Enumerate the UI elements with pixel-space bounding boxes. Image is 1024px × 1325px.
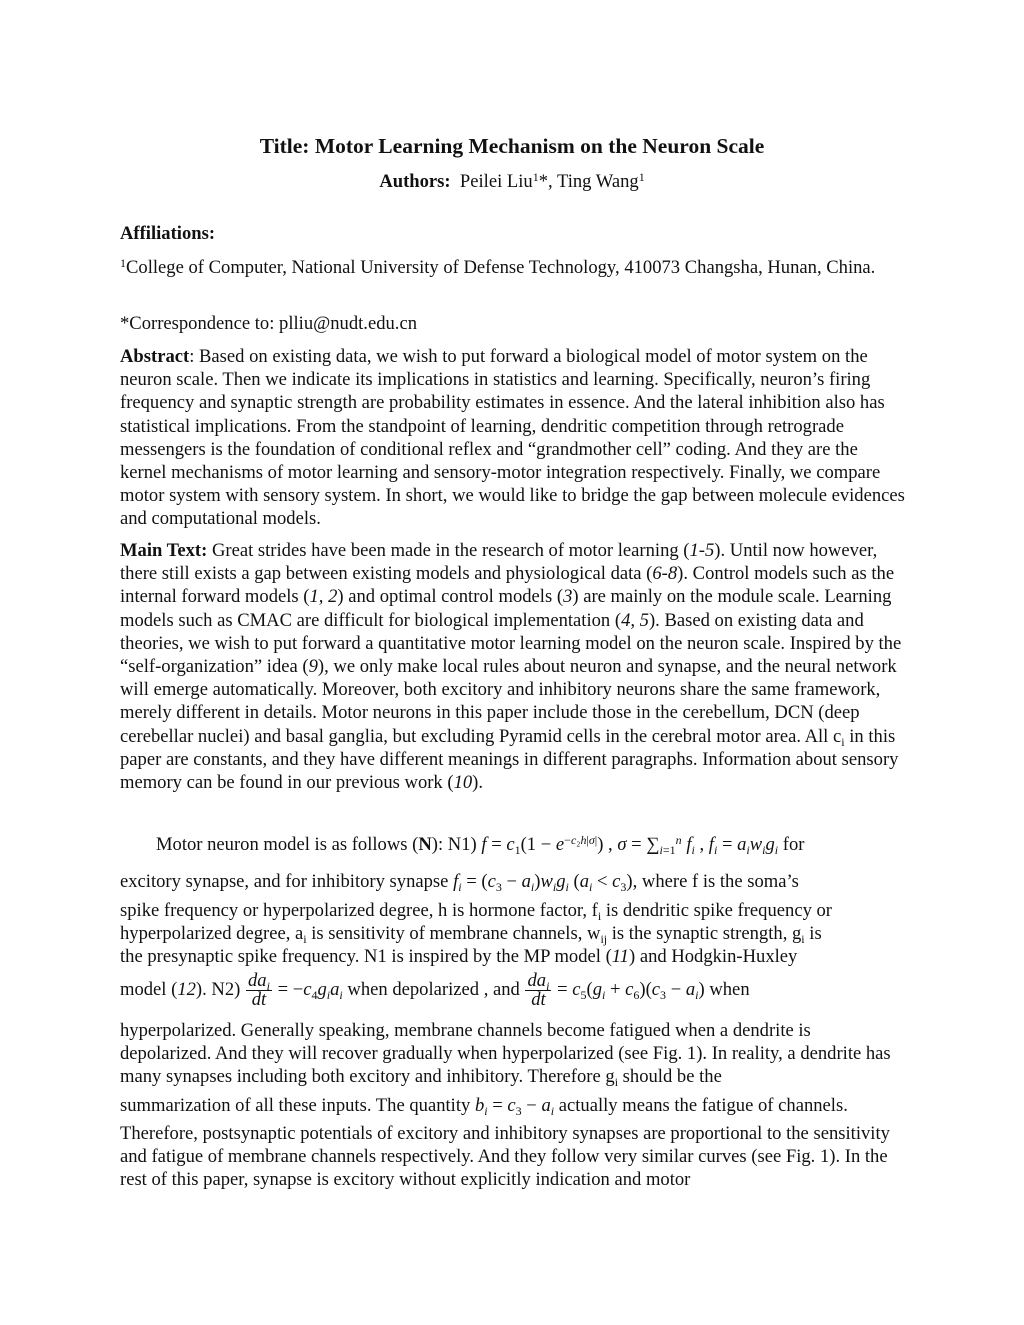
affiliation-text: $^1$College of Computer, National University of Defense Technology, 410073 Changsha, Hunan, China. <box>120 256 876 278</box>
author-1: Peilei Liu <box>459 171 533 192</box>
equation-n1: f <box>481 834 487 855</box>
main-text-label: Main Text: <box>120 540 208 561</box>
equation-inhibitory: f <box>453 871 459 892</box>
model-definitions: spike frequency or hyperpolarized degree, h is hormone factor, $f_i$ is dendritic spike frequency or hyperpolarized degree, $a_i$ is sensitivity of membrane channels, $w_{ij}$ is the synaptic strength, $g_i$ is the presynaptic spike frequency. N1 is inspired by the MP model (11) and Hodgkin-Huxley <box>120 900 832 968</box>
model-paragraph-3: Therefore, postsynaptic potentials of excitory and inhibitory synapses are proportional to the sensitivity and fatigue of membrane channels respectively. And they follow very similar curves (see Fig. 1). In the rest of this paper, synapse is excitory without explicitly indication and motor <box>120 1123 890 1191</box>
author-2: Ting Wang <box>557 171 639 192</box>
equation-n2-hyperpolarized: $\frac{da_i}{dt}$ <box>527 970 550 1010</box>
abstract-label: Abstract <box>120 346 190 367</box>
model-paragraph-2: hyperpolarized. Generally speaking, membrane channels become fatigued when a dendrite is depolarized. And they will recover gradually when hyperpolarized (see Fig. 1). In reality, a dendrite has many synapses including both excitory and inhibitory. Therefore $g_i$ should be the <box>120 1020 891 1090</box>
model-line-1: Motor neuron model is as follows (N): N1) $f = c_1(1 - e^{-c_2h|\sigma|})$ , $\sigma = \sum_{i=1}^n$ $f_i$ , $f_i = a_iw_ig_i$ for <box>156 833 805 857</box>
equation-fatigue: b <box>474 1095 485 1116</box>
model-fatigue-line: summarization of all these inputs. The quantity $b_i = c_3 - a_i$ actually means the fatigue of channels. <box>120 1095 848 1118</box>
abstract-paragraph: Abstract: Based on existing data, we wish to put forward a biological model of motor system on the neuron scale. Then we indicate its implications in statistics and learning. Specifically, neuron’s firing frequency and synaptic strength are probability estimates in essence. And the lateral inhibition also has statistical implications. From the standpoint of learning, dendritic competition through retrograde messengers is the foundation of conditional reflex and “grandmother cell” coding. And they are the kernel mechanisms of motor learning and sensory-motor integration respectively. Finally, we compare motor system with sensory system. In short, we would like to bridge the gap between molecule evidences and computational models. <box>120 346 905 530</box>
equation-n2-depolarized: $\frac{da_i}{dt}$ <box>247 970 270 1010</box>
main-text-paragraph: Main Text: Great strides have been made in the research of motor learning (1-5). Until now however, there still exists a gap between existing models and physiological data (6-8). Control models such as the internal forward models (1, 2) and optimal control models (3) are mainly on the module scale. Learning models such as CMAC are difficult for biological implementation (4, 5). Based on existing data and theories, we wish to put forward a quantitative motor learning model on the neuron scale. Inspired by the “self-organization” idea (9), we only make local rules about neuron and synapse, and the neural network will emerge automatically. Moreover, both excitory and inhibitory neurons share the same framework, merely different in details. Motor neurons in this paper include those in the cerebellum, DCN (deep cerebellar nuclei) and basal ganglia, but excluding Pyramid cells in the cerebral motor area. All $c_i$ in this paper are constants, and they have different meanings in different paragraphs. Information about sensory memory can be found in our previous work (10). <box>120 540 902 794</box>
affiliations-heading: Affiliations: <box>120 223 216 244</box>
authors-line: Authors: Peilei Liu$^1$*, Ting Wang$^1$ <box>379 170 645 192</box>
authors-label: Authors: <box>379 171 451 192</box>
correspondence-line: *Correspondence to: plliu@nudt.edu.cn <box>120 313 418 334</box>
paper-title: Title: Motor Learning Mechanism on the Neuron Scale <box>259 134 765 158</box>
model-line-n2: model (12). N2) $\frac{da_i}{dt}$ = $-c_4g_ia_i$ when depolarized , and $\frac{da_i}{dt}$ = $c_5(g_i + c_6)(c_3 - a_i)$ when <box>120 970 750 1010</box>
model-line-2: excitory synapse, and for inhibitory synapse $f_i = (c_3 - a_i)w_ig_i$ $(a_i < c_3)$, where f is the soma’s <box>120 871 799 894</box>
